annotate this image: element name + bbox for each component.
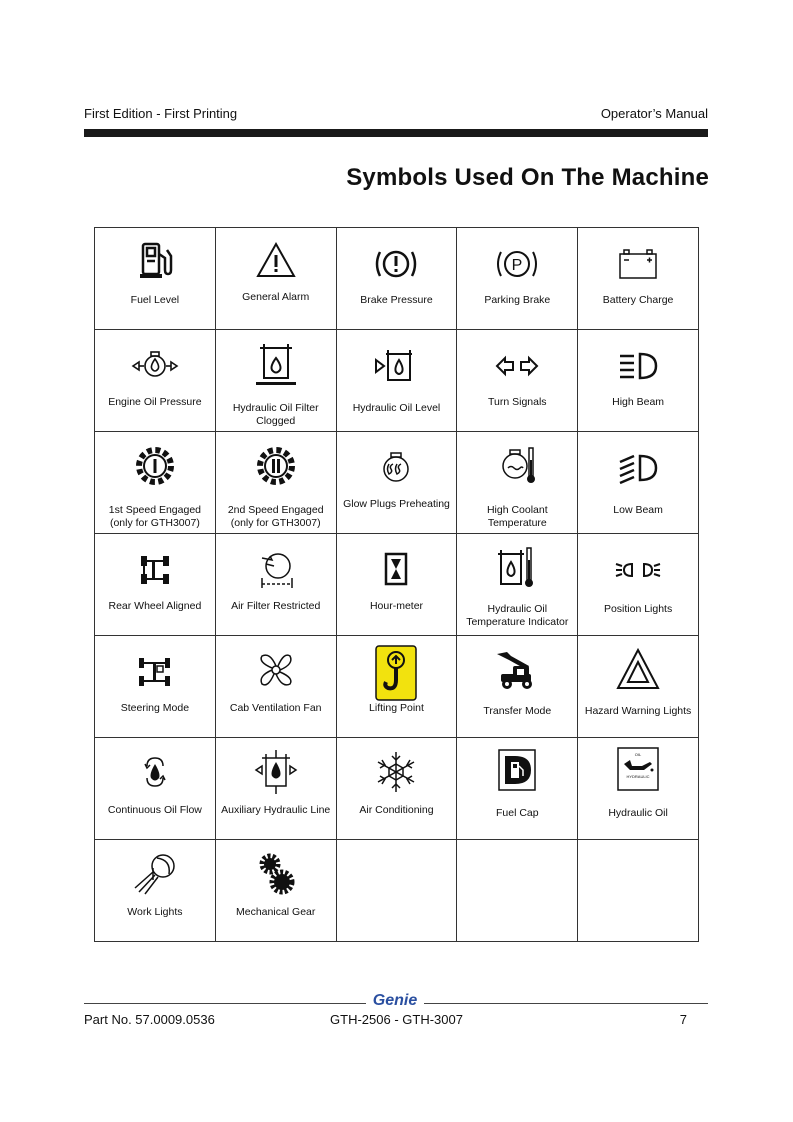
symbol-label: Hydraulic Oil Level: [352, 402, 441, 414]
symbol-cell: [578, 432, 699, 534]
symbol-cell: [337, 738, 458, 840]
footer-rule-left: [84, 1003, 366, 1004]
symbol-label: General Alarm: [242, 291, 310, 303]
symbol-cell: [216, 534, 337, 636]
position-lights-icon: [614, 544, 662, 592]
symbol-cell: [216, 228, 337, 330]
gear-2-icon: [252, 442, 300, 490]
symbol-label: Hydraulic Oil: [608, 807, 668, 819]
footer-rule-right: [424, 1003, 708, 1004]
symbol-label: Auxiliary Hydraulic Line: [221, 804, 331, 816]
symbol-label: Air Filter Restricted: [231, 600, 321, 612]
symbol-label: High Coolant Temperature: [486, 504, 548, 529]
symbol-cell: [95, 738, 216, 840]
turn-signals-icon: [493, 340, 541, 388]
symbol-label: Glow Plugs Preheating: [343, 498, 450, 510]
symbol-cell: [216, 840, 337, 942]
fuel-cap-icon: [493, 748, 541, 796]
symbol-cell: [95, 330, 216, 432]
empty-cell: [337, 840, 458, 942]
symbol-cell: [337, 330, 458, 432]
hourglass-icon: [372, 544, 420, 592]
rear-wheel-aligned-icon: [131, 544, 179, 592]
hydraulic-oil-level-icon: [372, 340, 420, 388]
engine-oil-pressure-icon: [131, 340, 179, 388]
lifting-point-icon: [372, 646, 420, 694]
coolant-temperature-icon: [493, 442, 541, 490]
symbol-cell: [337, 534, 458, 636]
empty-cell: [457, 840, 578, 942]
symbol-label: Work Lights: [127, 906, 183, 918]
svg-text:P: P: [511, 257, 523, 274]
symbol-label: Turn Signals: [488, 396, 547, 408]
symbol-cell: [337, 432, 458, 534]
symbol-cell: [95, 840, 216, 942]
parking-brake-icon: [493, 238, 541, 286]
footer-page-number: 7: [679, 1012, 687, 1027]
symbol-cell: [337, 636, 458, 738]
symbol-label: Engine Oil Pressure: [108, 396, 202, 408]
symbol-cell: [216, 738, 337, 840]
battery-icon: [614, 238, 662, 286]
air-filter-icon: [252, 544, 300, 592]
footer-part-number: Part No. 57.0009.0536: [84, 1012, 215, 1027]
warning-triangle-icon: [252, 238, 300, 286]
continuous-oil-flow-icon: [131, 748, 179, 796]
symbol-label: Fuel Level: [130, 294, 180, 306]
telehandler-icon: [493, 646, 541, 694]
symbol-cell: [578, 330, 699, 432]
work-lights-icon: [131, 850, 179, 898]
symbol-cell: [578, 228, 699, 330]
svg-text:HYDRAULIC: HYDRAULIC: [626, 774, 650, 779]
low-beam-icon: [614, 442, 662, 490]
symbol-cell: [457, 432, 578, 534]
symbol-label: Steering Mode: [120, 702, 190, 714]
header-manual: Operator’s Manual: [600, 106, 708, 121]
symbol-label: Hydraulic Oil Filter Clogged: [232, 402, 319, 427]
hydraulic-filter-icon: [252, 340, 300, 388]
symbol-cell: [337, 228, 458, 330]
header-rule: [84, 129, 708, 137]
symbol-label: Transfer Mode: [483, 705, 552, 717]
symbol-label: Low Beam: [613, 504, 663, 516]
symbol-cell: [216, 432, 337, 534]
brake-warning-icon: [372, 238, 420, 286]
symbol-label: 1st Speed Engaged (only for GTH3007): [108, 504, 202, 529]
symbol-cell: [95, 636, 216, 738]
symbol-cell: [578, 636, 699, 738]
symbol-label: Continuous Oil Flow: [107, 804, 202, 816]
symbols-table: [94, 227, 699, 942]
auxiliary-hydraulic-icon: [252, 748, 300, 796]
symbol-cell: [457, 738, 578, 840]
symbol-cell: [216, 636, 337, 738]
header-edition: First Edition - First Printing: [84, 106, 238, 121]
symbol-cell: [95, 432, 216, 534]
mechanical-gear-icon: [252, 850, 300, 898]
steering-mode-icon: [131, 646, 179, 694]
symbol-cell: [457, 228, 578, 330]
genie-logo: Genie: [372, 992, 418, 1009]
gear-1-icon: [131, 442, 179, 490]
symbol-label: Air Conditioning: [359, 804, 434, 816]
hydraulic-oil-temp-icon: [493, 544, 541, 592]
page-title: Symbols Used On The Machine: [346, 164, 709, 191]
symbol-label: Hour-meter: [369, 600, 424, 612]
symbol-label: Hydraulic Oil Temperature Indicator: [466, 603, 569, 628]
symbol-label: Parking Brake: [484, 294, 551, 306]
symbol-cell: [578, 534, 699, 636]
symbol-label: Position Lights: [603, 603, 673, 615]
symbol-label: Hazard Warning Lights: [584, 705, 692, 717]
symbol-label: Fuel Cap: [495, 807, 539, 819]
footer-model: GTH-2506 - GTH-3007: [330, 1012, 463, 1027]
symbol-label: Mechanical Gear: [236, 906, 316, 918]
symbol-cell: [578, 738, 699, 840]
hazard-triangle-icon: [614, 646, 662, 694]
symbol-label: Battery Charge: [602, 294, 674, 306]
glow-plugs-icon: [372, 442, 420, 490]
hydraulic-oil-can-icon: [614, 748, 662, 796]
symbol-cell: [457, 636, 578, 738]
symbol-label: Lifting Point: [369, 702, 424, 714]
fuel-pump-icon: [131, 238, 179, 286]
symbol-label: High Beam: [612, 396, 665, 408]
symbol-label: Cab Ventilation Fan: [229, 702, 322, 714]
symbol-cell: [457, 330, 578, 432]
empty-cell: [578, 840, 699, 942]
symbol-cell: [95, 228, 216, 330]
snowflake-icon: [372, 748, 420, 796]
symbol-cell: [216, 330, 337, 432]
fan-icon: [252, 646, 300, 694]
high-beam-icon: [614, 340, 662, 388]
symbol-label: Brake Pressure: [360, 294, 433, 306]
symbol-label: 2nd Speed Engaged (only for GTH3007): [227, 504, 324, 529]
symbol-cell: [95, 534, 216, 636]
svg-text:OIL: OIL: [634, 752, 642, 757]
symbol-cell: [457, 534, 578, 636]
symbol-label: Rear Wheel Aligned: [108, 600, 202, 612]
